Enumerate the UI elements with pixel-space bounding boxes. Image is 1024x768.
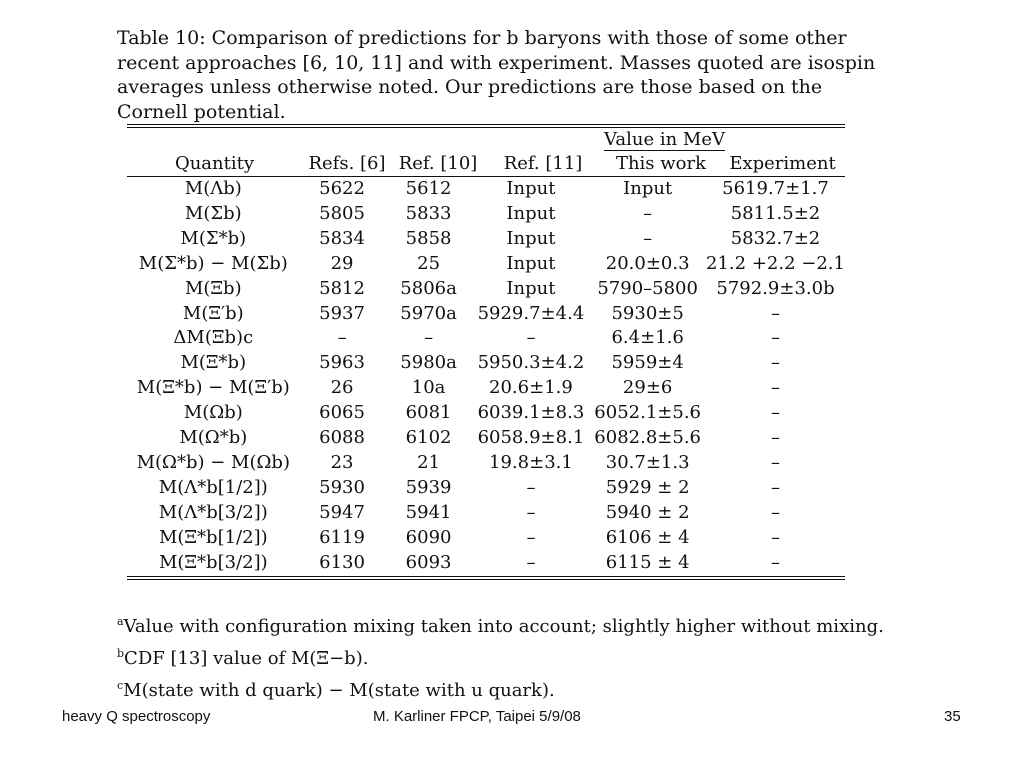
table-body (127, 177, 845, 576)
quantity-cell: M(Ξ*b) − M(Ξ′b) (136, 377, 290, 399)
value-cell: 5805 (319, 202, 365, 224)
quantity-cell: M(Σ*b) − M(Σb) (138, 252, 288, 274)
value-cell: 23 (330, 451, 354, 473)
value-cell: – (771, 501, 780, 523)
value-cell: Input (506, 202, 556, 224)
value-cell: 5834 (319, 227, 365, 249)
quantity-cell: M(Ξ*b) (180, 352, 247, 374)
value-cell: 30.7±1.3 (605, 451, 690, 473)
value-cell: 5858 (405, 227, 452, 249)
column-header: This work (615, 153, 707, 174)
value-cell: 25 (417, 252, 441, 274)
value-cell: 6119 (319, 526, 365, 548)
value-cell: 5941 (405, 501, 452, 523)
value-cell: 21 (417, 451, 441, 473)
value-cell: – (526, 476, 536, 498)
value-cell: Input (623, 178, 673, 199)
value-cell: – (526, 551, 536, 573)
table-caption: Table 10: Comparison of predictions for b baryons with those of some other recent approaches [6, 10, 11] and with experiment. Masses quoted are isospin averages unless otherwise noted. Our predictions are those based on the Cornell potential. (117, 27, 876, 123)
value-cell: – (771, 551, 780, 573)
value-cell: 5812 (319, 277, 365, 299)
quantity-cell: M(Λb) (184, 178, 242, 199)
quantity-cell: M(Ξb) (184, 277, 242, 299)
footnotes (117, 608, 897, 704)
footnote-text: M(state with d quark) − M(state with u quark). (123, 680, 555, 701)
table-row (127, 401, 845, 426)
column-header: Quantity (174, 153, 255, 174)
value-cell: – (643, 202, 653, 224)
column-header: Refs. [6] (308, 153, 386, 174)
value-cell: 5832.7±2 (730, 227, 821, 249)
value-cell: 5940 ± 2 (605, 501, 690, 523)
value-cell: 5939 (405, 476, 452, 498)
value-cell: – (526, 327, 536, 349)
value-cell: 5959±4 (611, 352, 684, 374)
value-cell: – (526, 526, 536, 548)
value-cell: 6102 (405, 427, 452, 449)
value-cell: 6088 (319, 427, 365, 449)
column-header: Experiment (729, 153, 836, 174)
table-row (127, 351, 845, 376)
value-cell: Input (506, 277, 556, 299)
value-cell: 5806a (400, 277, 457, 299)
value-cell: – (771, 352, 780, 374)
value-cell: 5930 (319, 476, 365, 498)
bottom-double-rule (127, 576, 845, 580)
quantity-cell: M(Ω*b) (179, 427, 248, 449)
value-cell: 6081 (405, 402, 452, 424)
value-cell: Input (506, 252, 556, 274)
value-cell: 5929 ± 2 (605, 476, 690, 498)
value-cell: – (771, 377, 780, 399)
table-row (127, 451, 845, 476)
value-cell: 5930±5 (611, 302, 684, 324)
value-cell: 21.2 +2.2 −2.1 (706, 252, 845, 274)
value-cell: – (771, 402, 780, 424)
value-cell: 6.4±1.6 (611, 327, 684, 349)
value-cell: 6052.1±5.6 (594, 402, 701, 424)
table-row (127, 252, 845, 277)
value-cell: 5937 (319, 302, 365, 324)
value-cell: 29 (330, 252, 354, 274)
table-row (127, 227, 845, 252)
table-row (127, 302, 845, 327)
value-cell: 20.0±0.3 (605, 252, 690, 274)
table-row (127, 551, 845, 576)
quantity-cell: M(Ω*b) − M(Ωb) (136, 451, 290, 473)
value-cell: 5947 (319, 501, 365, 523)
footnote-mark: b (117, 647, 125, 660)
quantity-cell: M(Ξ*b[1/2]) (158, 526, 268, 548)
comparison-table (127, 124, 845, 580)
value-cell: 6065 (319, 402, 365, 424)
quantity-cell: M(Λ*b[3/2]) (158, 501, 268, 523)
value-cell: 19.8±3.1 (489, 451, 573, 473)
table-row (127, 326, 845, 351)
table-row (127, 277, 845, 302)
quantity-cell: M(Ξ′b) (182, 302, 244, 324)
footer-left: heavy Q spectroscopy (62, 708, 211, 725)
table-row (127, 426, 845, 451)
value-cell: 6106 ± 4 (605, 526, 690, 548)
value-cell: Input (506, 227, 556, 249)
value-cell: Input (506, 178, 556, 199)
value-cell: 6082.8±5.6 (594, 427, 701, 449)
footnote-text: CDF [13] value of M(Ξ−b). (124, 648, 369, 669)
quantity-cell: M(Ξ*b[3/2]) (158, 551, 268, 573)
footnote (117, 608, 897, 640)
table-row (127, 376, 845, 401)
value-cell: 10a (411, 377, 446, 399)
column-header: Ref. [11] (503, 153, 583, 174)
value-cell: 5619.7±1.7 (722, 178, 829, 199)
footnote (117, 672, 897, 704)
value-cell: – (643, 227, 653, 249)
quantity-cell: ΔM(Ξb)c (173, 327, 254, 349)
page-number: 35 (944, 708, 961, 725)
value-cell: – (771, 476, 780, 498)
table-row (127, 501, 845, 526)
value-cell: – (771, 427, 780, 449)
value-cell: 5929.7±4.4 (477, 302, 585, 324)
footnote-mark: c (117, 679, 124, 692)
value-cell: – (424, 327, 434, 349)
table-row (127, 476, 845, 501)
value-cell: 5792.9±3.0b (716, 277, 835, 299)
value-cell: 26 (330, 377, 354, 399)
value-cell: 5811.5±2 (730, 202, 821, 224)
value-cell: – (337, 327, 347, 349)
value-cell: 5790–5800 (597, 277, 698, 299)
value-cell: 5970a (400, 302, 457, 324)
value-cell: 6130 (319, 551, 365, 573)
value-cell: 5833 (405, 202, 452, 224)
value-cell: 5622 (319, 178, 365, 199)
value-cell: – (771, 327, 780, 349)
value-cell: 6090 (405, 526, 452, 548)
value-cell: – (771, 526, 780, 548)
quantity-cell: M(Ωb) (183, 402, 243, 424)
quantity-cell: M(Σb) (184, 202, 242, 224)
column-header: Ref. [10] (398, 153, 478, 174)
value-cell: 6115 ± 4 (605, 551, 690, 573)
group-header: Value in MeV (604, 129, 725, 150)
table-row (127, 526, 845, 551)
value-cell: – (526, 501, 536, 523)
value-cell: 5963 (319, 352, 365, 374)
value-cell: 6058.9±8.1 (477, 427, 585, 449)
quantity-cell: M(Σ*b) (180, 227, 247, 249)
value-cell: – (771, 302, 780, 324)
footnote-mark: a (117, 615, 124, 628)
footnote-text: Value with configuration mixing taken into account; slightly higher without mixing. (123, 616, 884, 637)
value-cell: 5950.3±4.2 (477, 352, 585, 374)
value-cell: 5980a (400, 352, 457, 374)
value-cell: 29±6 (622, 377, 673, 399)
value-cell: 6093 (405, 551, 452, 573)
value-cell: 5612 (405, 178, 452, 199)
footnote (117, 640, 897, 672)
value-cell: 20.6±1.9 (489, 377, 573, 399)
table-row (127, 202, 845, 227)
quantity-cell: M(Λ*b[1/2]) (158, 476, 268, 498)
footer-center: M. Karliner FPCP, Taipei 5/9/08 (373, 708, 581, 725)
column-header-row (127, 152, 845, 176)
table-row (127, 177, 845, 202)
value-cell: 6039.1±8.3 (477, 402, 585, 424)
value-cell: – (771, 451, 780, 473)
